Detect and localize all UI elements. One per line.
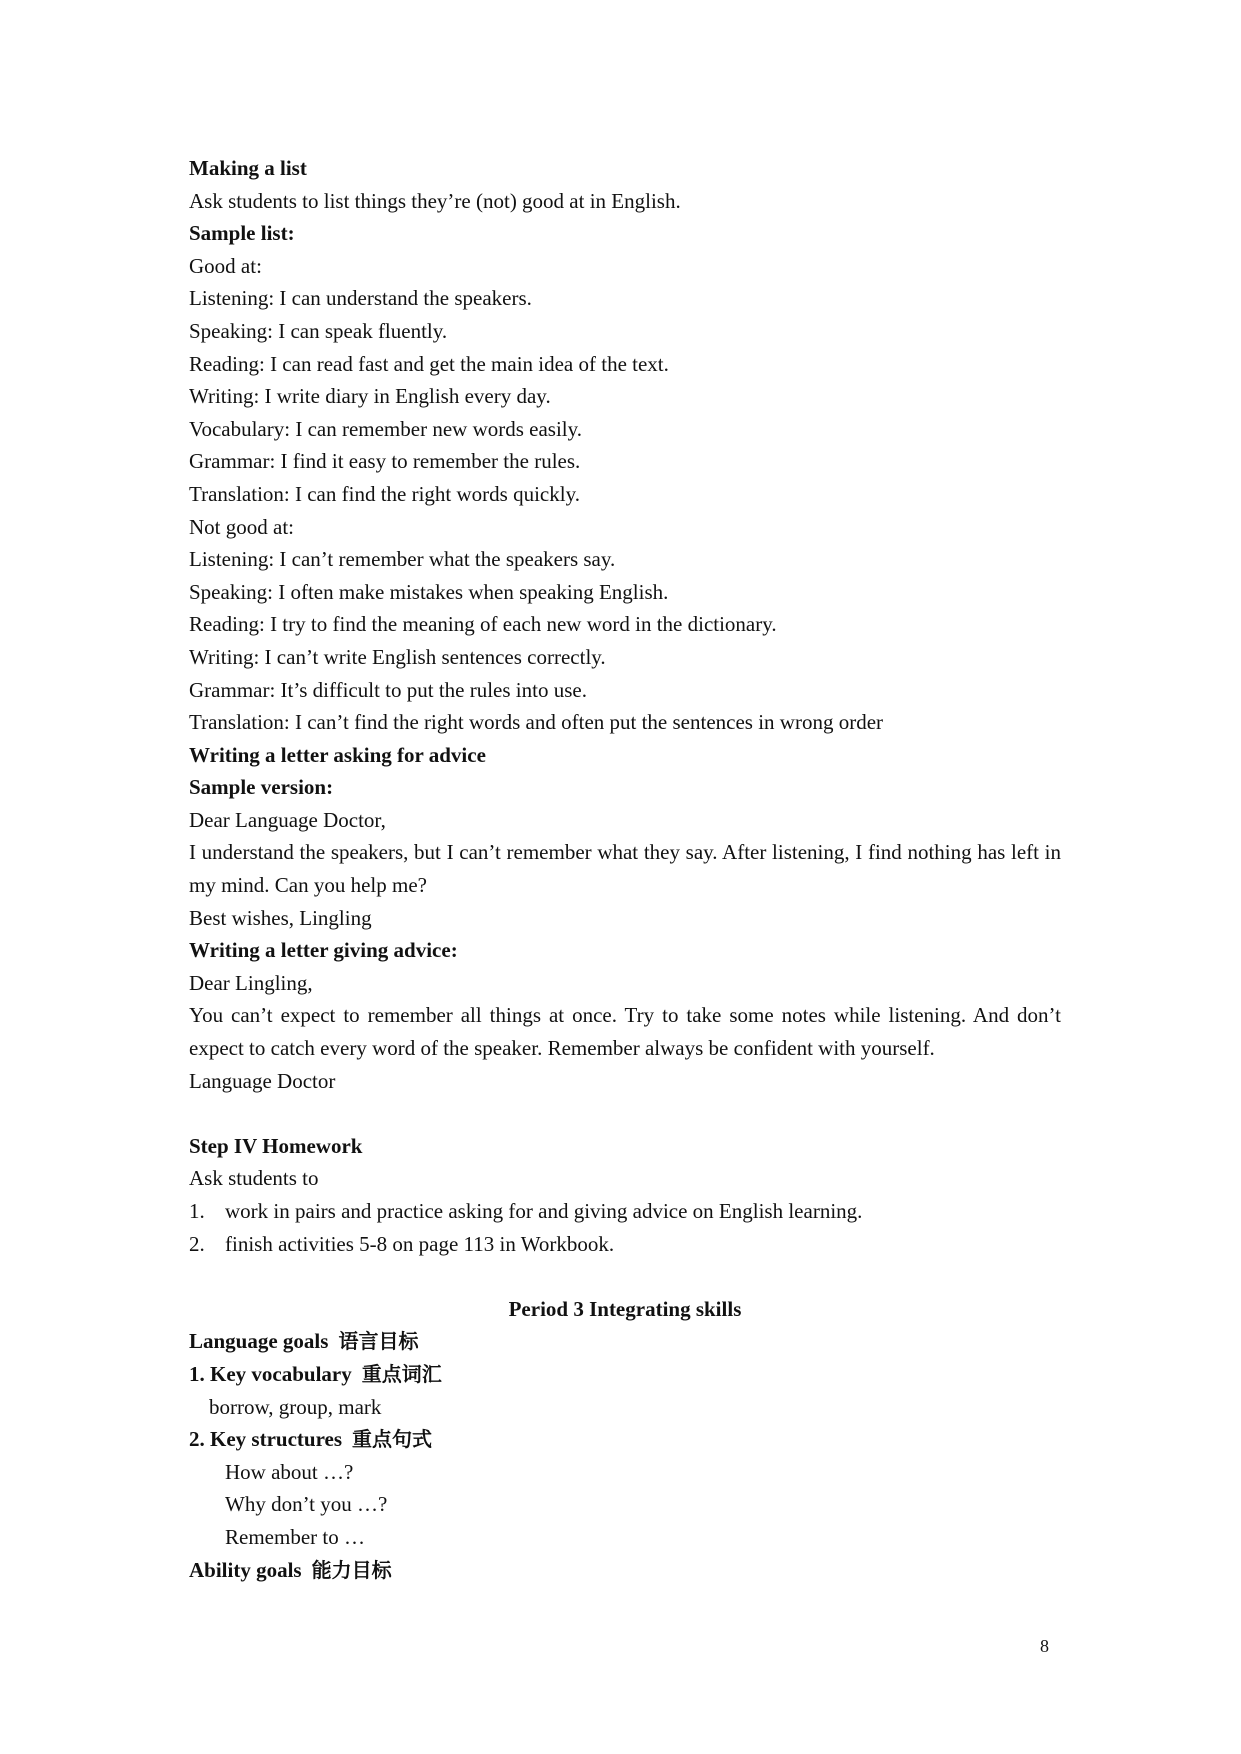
key-vocabulary-heading [189, 1358, 1061, 1391]
homework-item-text: work in pairs and practice asking for and giving advice on English learning. [225, 1199, 863, 1223]
sample-list-heading: Sample list: [189, 221, 295, 246]
key-vocabulary-label-zh: 重点词汇 [361, 1361, 442, 1386]
good-at-item: Listening: I can understand the speakers. [189, 286, 532, 311]
homework-item-number: 1. [189, 1199, 205, 1223]
document-page [189, 152, 1061, 1586]
asking-letter-greeting: Dear Language Doctor, [189, 807, 386, 832]
not-good-at-item: Writing: I can’t write English sentences correctly. [189, 644, 606, 669]
spacer [189, 1260, 1061, 1293]
section-heading-advice-letter: Writing a letter giving advice: [189, 938, 458, 963]
page-number: 8 [1040, 1636, 1049, 1656]
advice-letter-body: You can’t expect to remember all things at once. Try to take some notes while listening. And don’t expect to catch every word of the speaker. Remember always be confident with yourself. [189, 1003, 1061, 1061]
homework-item [189, 1195, 1061, 1228]
not-good-at-item: Listening: I can’t remember what the speakers say. [189, 547, 616, 572]
key-vocabulary-label: 1. Key vocabulary [189, 1361, 352, 1386]
language-goals-heading [189, 1325, 1061, 1358]
structure-item: Why don’t you …? [225, 1492, 388, 1517]
not-good-at-item: Translation: I can’t find the right words and often put the sentences in wrong order [189, 710, 884, 735]
ability-goals-label: Ability goals [189, 1557, 302, 1582]
language-goals-label: Language goals [189, 1329, 329, 1354]
homework-item [189, 1228, 1061, 1261]
sample-version-heading: Sample version: [189, 775, 334, 800]
asking-letter-closing: Best wishes, Lingling [189, 905, 372, 930]
key-structures-label-zh: 重点句式 [352, 1427, 432, 1452]
advice-letter-signature: Language Doctor [189, 1068, 336, 1093]
good-at-item: Grammar: I find it easy to remember the rules. [189, 449, 581, 474]
key-structures-heading [189, 1423, 1061, 1456]
good-at-item: Reading: I can read fast and get the main idea of the text. [189, 351, 669, 376]
spacer [189, 1097, 1061, 1130]
not-good-at-item: Speaking: I often make mistakes when speaking English. [189, 579, 669, 604]
advice-letter-greeting: Dear Lingling, [189, 970, 313, 995]
key-structures-label: 2. Key structures [189, 1427, 342, 1452]
period-title: Period 3 Integrating skills [508, 1296, 742, 1321]
section-heading-making-list: Making a list [189, 156, 307, 180]
ability-goals-label-zh: 能力目标 [311, 1557, 392, 1582]
good-at-label: Good at: [189, 253, 262, 278]
good-at-item: Writing: I write diary in English every day. [189, 384, 551, 409]
ability-goals-heading [189, 1554, 1061, 1587]
structure-item: Remember to … [225, 1524, 365, 1549]
homework-intro: Ask students to [189, 1166, 319, 1191]
not-good-at-item: Reading: I try to find the meaning of each new word in the dictionary. [189, 612, 777, 637]
good-at-item: Speaking: I can speak fluently. [189, 318, 448, 343]
asking-letter-body: I understand the speakers, but I can’t remember what they say. After listening, I find nothing has left in my mind. Can you help me? [189, 840, 1061, 898]
section-heading-homework: Step IV Homework [189, 1133, 363, 1158]
not-good-at-label: Not good at: [189, 514, 294, 539]
homework-item-text: finish activities 5-8 on page 113 in Workbook. [225, 1231, 615, 1256]
vocabulary-words: borrow, group, mark [209, 1394, 382, 1419]
structure-item: How about …? [225, 1459, 354, 1484]
good-at-item: Vocabulary: I can remember new words easily. [189, 416, 583, 441]
not-good-at-item: Grammar: It’s difficult to put the rules into use. [189, 677, 587, 702]
language-goals-label-zh: 语言目标 [338, 1329, 419, 1354]
section-heading-asking-letter: Writing a letter asking for advice [189, 742, 486, 767]
homework-item-number: 2. [189, 1231, 205, 1256]
making-list-instruction: Ask students to list things they’re (not) good at in English. [189, 188, 681, 213]
good-at-item: Translation: I can find the right words quickly. [189, 481, 580, 506]
